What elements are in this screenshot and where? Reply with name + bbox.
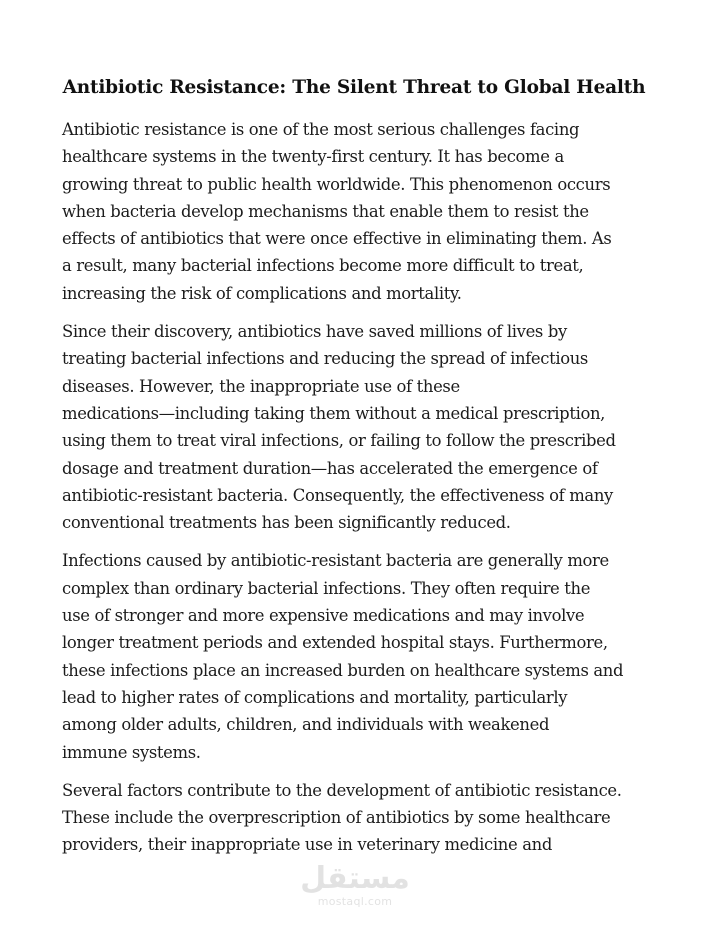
text-line: conventional treatments has been significantly reduced. xyxy=(62,513,511,533)
text-line: These include the overprescription of antibiotics by some healthcare xyxy=(62,808,611,828)
text-line: providers, their inappropriate use in veterinary medicine and xyxy=(62,835,552,855)
paragraph-3 xyxy=(62,547,652,765)
text-line: complex than ordinary bacterial infections. They often require the xyxy=(62,578,591,598)
watermark-logo: مستقل xyxy=(300,861,410,896)
text-line: healthcare systems in the twenty-first century. It has become a xyxy=(62,147,564,167)
text-line: increasing the risk of complications and mortality. xyxy=(62,283,462,303)
text-line: Infections caused by antibiotic-resistant bacteria are generally more xyxy=(62,551,609,571)
text-line: immune systems. xyxy=(62,742,201,762)
document-title: Antibiotic Resistance: The Silent Threat to Global Health xyxy=(62,77,646,98)
text-line: Antibiotic resistance is one of the most serious challenges facing xyxy=(62,120,580,139)
text-line: among older adults, children, and individuals with weakened xyxy=(62,715,550,735)
paragraph-4 xyxy=(62,777,652,859)
text-line: dosage and treatment duration—has accelerated the emergence of xyxy=(62,458,598,478)
text-line: growing threat to public health worldwide. This phenomenon occurs xyxy=(62,174,611,194)
text-line: effects of antibiotics that were once effective in eliminating them. As xyxy=(62,229,612,249)
text-line: treating bacterial infections and reducing the spread of infectious xyxy=(62,349,588,369)
paragraph-2 xyxy=(62,318,652,536)
text-line: these infections place an increased burden on healthcare systems and xyxy=(62,660,624,680)
text-line: using them to treat viral infections, or failing to follow the prescribed xyxy=(62,431,616,451)
text-line: Several factors contribute to the development of antibiotic resistance. xyxy=(62,780,622,800)
paragraph-1 xyxy=(62,116,652,307)
document-body xyxy=(62,116,652,870)
watermark-domain: mostaql.com xyxy=(317,895,393,908)
text-line: use of stronger and more expensive medications and may involve xyxy=(62,606,585,626)
text-line: Since their discovery, antibiotics have saved millions of lives by xyxy=(62,322,567,342)
text-line: medications—including taking them without a medical prescription, xyxy=(62,403,606,423)
mostaql-watermark xyxy=(300,862,410,912)
text-line: diseases. However, the inappropriate use of these xyxy=(62,376,460,396)
text-line: lead to higher rates of complications and mortality, particularly xyxy=(62,687,568,707)
text-line: a result, many bacterial infections become more difficult to treat, xyxy=(62,256,584,276)
text-line: antibiotic-resistant bacteria. Consequently, the effectiveness of many xyxy=(62,485,613,505)
text-line: when bacteria develop mechanisms that enable them to resist the xyxy=(62,201,589,221)
text-line: longer treatment periods and extended hospital stays. Furthermore, xyxy=(62,633,608,653)
